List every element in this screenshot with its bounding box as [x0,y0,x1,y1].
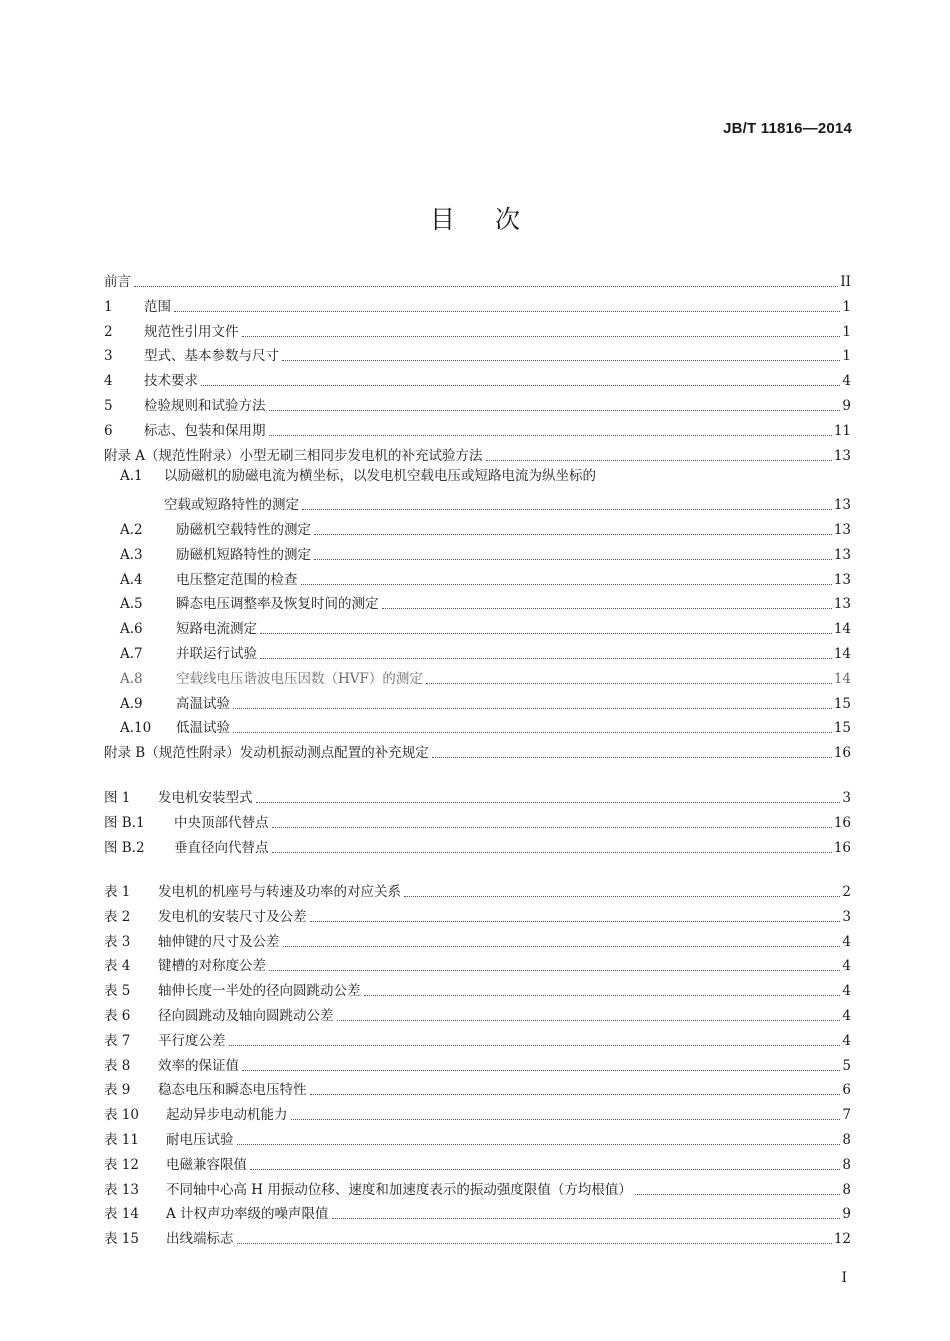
toc-entry[interactable] [120,541,851,563]
entry-title: 发电机安装型式 [158,790,253,806]
entry-number: 表 4 [104,958,131,975]
table-entry[interactable] [104,878,851,900]
entry-title: 电磁兼容限值 [166,1156,247,1173]
toc-entry[interactable] [104,293,851,315]
entry-page: 7 [842,1107,851,1124]
entry-page: 4 [842,1008,851,1024]
entry-first-line[interactable] [120,468,596,484]
entry-page: 5 [842,1057,851,1074]
dot-leader [242,1069,840,1071]
table-entry[interactable] [104,1002,851,1024]
dot-leader [134,285,838,287]
dot-leader [382,607,832,609]
entry-page: 4 [842,983,851,1000]
entry-title: A 计权声功率级的噪声限值 [166,1206,329,1223]
dot-leader [256,801,841,803]
entry-page: 3 [842,908,851,925]
dot-leader [282,359,840,361]
entry-number: A.7 [120,646,143,662]
entry-page: 1 [842,298,851,315]
entry-title: 耐电压试验 [166,1132,234,1148]
dot-leader [269,434,832,436]
entry-number: 表 9 [104,1082,131,1099]
entry-number: 图 B.1 [104,814,145,831]
entry-page: 11 [833,422,851,439]
entry-title: 范围 [144,298,171,315]
entry-title: 径向圆跳动及轴向圆跳动公差 [158,1008,334,1024]
entry-page: 3 [842,790,851,806]
entry-title: 起动异步电动机能力 [166,1107,288,1124]
dot-leader [432,756,832,758]
entry-page: 8 [842,1181,851,1198]
table-entry[interactable] [104,1126,851,1148]
table-entry[interactable] [104,1200,851,1222]
dot-leader [404,895,840,897]
entry-page: 1 [842,323,851,340]
entry-title: 励磁机空载特性的测定 [176,522,311,538]
entry-page: 4 [842,1032,851,1049]
entry-number: 表 14 [104,1206,139,1223]
page-number: I [841,1270,847,1286]
entry-title: 发电机的机座号与转速及功率的对应关系 [158,884,401,900]
entry-title: 并联运行试验 [176,646,257,662]
page-title: 目次 [429,205,560,234]
entry-number: 4 [104,373,113,390]
entry-number: 图 B.2 [104,839,145,856]
dot-leader [301,583,832,585]
entry-page: 14 [833,670,851,687]
table-entry[interactable] [104,928,851,950]
entry-number: A.5 [120,596,143,613]
entry-title: 中央顶部代替点 [174,814,269,831]
entry-title: 瞬态电压调整率及恢复时间的测定 [176,596,379,613]
entry-number: 图 1 [104,790,131,806]
toc-entry[interactable] [120,665,851,687]
dot-leader [269,969,840,971]
entry-number: A.1 [120,468,143,485]
entry-number: A.9 [120,695,143,712]
dot-leader [229,1044,841,1046]
entry-title: 检验规则和试验方法 [144,398,266,414]
entry-page: 12 [833,1231,851,1248]
entry-number: 3 [104,348,113,365]
entry-title: 不同轴中心高 H 用振动位移、速度和加速度表示的振动强度限值（方均根值） [166,1181,632,1198]
entry-title: 发电机的安装尺寸及公差 [158,908,307,925]
entry-number: A.2 [120,522,143,538]
toc-entry[interactable] [104,342,851,364]
entry-number: 2 [104,323,113,340]
entry-number: 表 12 [104,1156,139,1173]
toc-entry[interactable] [104,318,851,340]
toc-entry[interactable] [104,392,851,414]
standard-code: JB/T 11816—2014 [723,120,852,137]
entry-title: 高温试验 [176,695,230,712]
table-entry[interactable] [104,1225,851,1247]
dot-leader [201,384,840,386]
entry-number: 5 [104,398,113,414]
entry-page: 15 [833,695,851,712]
dot-leader [486,459,832,461]
dot-leader [272,851,832,853]
figure-entry[interactable] [104,784,851,806]
toc-entry[interactable] [120,516,851,538]
entry-page: 16 [833,745,851,762]
entry-title: 平行度公差 [158,1032,226,1049]
dot-leader [260,657,832,659]
table-entry[interactable] [104,1101,851,1123]
entry-title: 空载线电压谐波电压因数（HVF）的测定 [176,670,423,687]
table-entry[interactable] [104,1151,851,1173]
toc-entry[interactable] [120,615,851,637]
toc-entry[interactable] [104,367,851,389]
entry-title: 短路电流测定 [176,621,257,638]
table-entry[interactable] [104,1027,851,1049]
entry-title: 以励磁机的励磁电流为横坐标，以发电机空载电压或短路电流为纵坐标的 [164,468,596,485]
table-entry[interactable] [104,903,851,925]
table-entry[interactable] [104,1176,851,1198]
table-entry[interactable] [104,1052,851,1074]
toc-entry[interactable] [104,442,851,464]
figure-entry[interactable] [104,834,851,856]
entry-page: 4 [842,373,851,390]
entry-title: 前言 [104,274,131,290]
entry-title: 空载或短路特性的测定 [164,497,299,514]
table-entry[interactable] [104,977,851,999]
dot-leader [233,731,832,733]
toc-entry[interactable] [120,714,851,736]
entry-number: A.3 [120,546,143,563]
entry-page: 4 [842,933,851,950]
dot-leader [310,1093,841,1095]
dot-leader [426,682,832,684]
dot-leader [302,508,832,510]
entry-number: 表 5 [104,983,131,1000]
entry-page: 13 [833,447,851,464]
entry-title: 键槽的对称度公差 [158,958,266,975]
dot-leader [314,558,832,560]
entry-page: 1 [842,348,851,365]
entry-title: 附录 A（规范性附录）小型无刷三相同步发电机的补充试验方法 [104,447,483,464]
entry-number: 1 [104,298,113,315]
entry-number: 6 [104,422,113,439]
entry-number: 表 13 [104,1181,139,1198]
entry-page: 14 [833,621,851,638]
entry-number: 表 8 [104,1057,131,1074]
toc-entry-continued[interactable] [164,491,851,513]
entry-page: 9 [842,398,851,414]
dot-leader [260,632,832,634]
dot-leader [269,409,841,411]
figure-entry[interactable] [104,809,851,831]
entry-page: 13 [833,497,851,514]
entry-number: 表 15 [104,1231,139,1248]
entry-title: 稳态电压和瞬态电压特性 [158,1082,307,1099]
entry-page: 13 [833,522,851,538]
entry-page: 4 [842,958,851,975]
toc-entry[interactable] [104,739,851,761]
entry-number: A.4 [120,571,143,588]
entry-number: 表 2 [104,908,131,925]
entry-title: 效率的保证值 [158,1057,239,1074]
entry-title: 励磁机短路特性的测定 [176,546,311,563]
entry-title: 轴伸长度一半处的径向圆跳动公差 [158,983,361,1000]
entry-number: 表 3 [104,933,131,950]
entry-page: 13 [833,571,851,588]
entry-page: 13 [833,546,851,563]
entry-page: 8 [842,1132,851,1148]
dot-leader [237,1143,841,1145]
dot-leader [635,1193,841,1195]
entry-title: 垂直径向代替点 [174,839,269,856]
entry-number: 表 6 [104,1008,131,1024]
entry-title: 型式、基本参数与尺寸 [144,348,279,365]
entry-number: 表 11 [104,1132,139,1148]
entry-page: 13 [833,596,851,613]
entry-page: 16 [833,839,851,856]
entry-page: 15 [833,720,851,737]
entry-title: 标志、包装和保用期 [144,422,266,439]
entry-page: II [840,274,851,290]
entry-title: 规范性引用文件 [144,323,239,340]
entry-number: 表 1 [104,884,131,900]
toc-entry[interactable] [120,640,851,662]
entry-title: 附录 B（规范性附录）发动机振动测点配置的补充规定 [104,745,429,762]
dot-leader [174,310,840,312]
entry-number: 表 7 [104,1032,131,1049]
table-entry[interactable] [104,1076,851,1098]
entry-title: 低温试验 [176,720,230,737]
entry-title: 技术要求 [144,373,198,390]
entry-page: 16 [833,814,851,831]
entry-page: 6 [842,1082,851,1099]
entry-title: 电压整定范围的检查 [176,571,298,588]
toc-entry[interactable] [104,268,851,290]
dot-leader [337,1019,841,1021]
dot-leader [314,533,832,535]
entry-page: 14 [833,646,851,662]
entry-title: 出线端标志 [166,1231,234,1248]
toc-entry[interactable] [104,417,851,439]
toc-entry[interactable] [120,590,851,612]
toc-entry[interactable] [120,566,851,588]
dot-leader [310,920,841,922]
entry-number: A.8 [120,670,143,687]
dot-leader [332,1217,841,1219]
entry-number: A.10 [120,720,152,737]
dot-leader [364,994,841,996]
entry-title: 轴伸键的尺寸及公差 [158,933,280,950]
dot-leader [250,1168,840,1170]
entry-page: 9 [842,1206,851,1223]
dot-leader [291,1118,841,1120]
dot-leader [283,945,841,947]
entry-number: A.6 [120,621,143,638]
table-entry[interactable] [104,952,851,974]
dot-leader [242,335,841,337]
toc-entry[interactable] [120,690,851,712]
dot-leader [237,1242,832,1244]
entry-number: 表 10 [104,1107,139,1124]
dot-leader [233,707,832,709]
entry-page: 8 [842,1156,851,1173]
dot-leader [272,826,832,828]
entry-page: 2 [842,884,851,900]
